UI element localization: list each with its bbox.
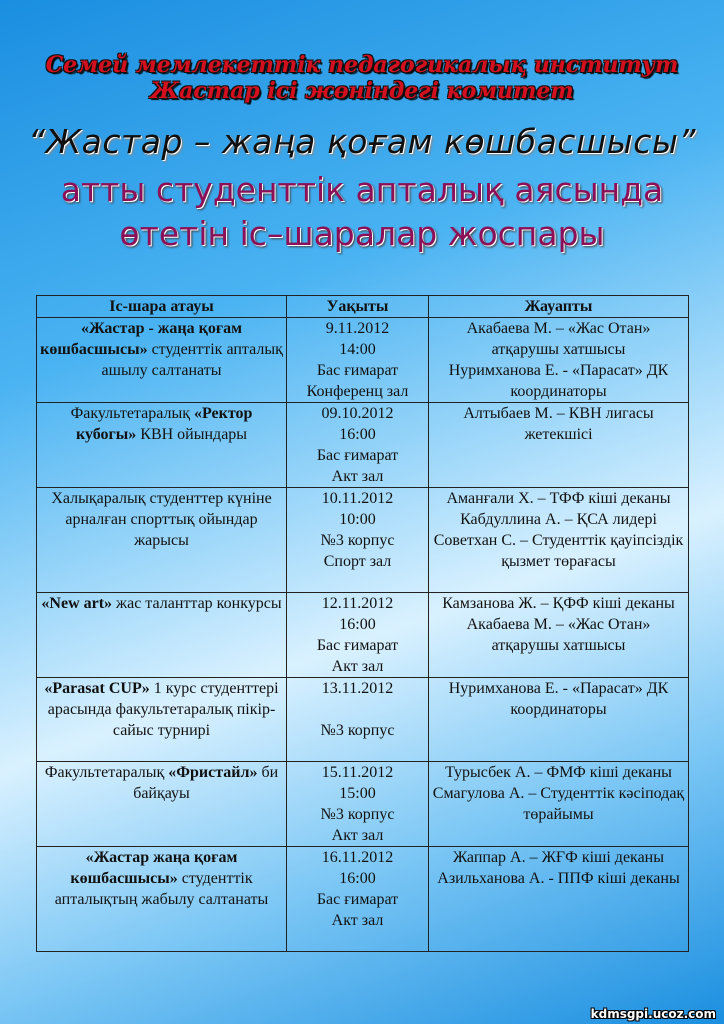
time-line: №3 корпус (320, 806, 395, 823)
event-title: «Ректор кубогы» (75, 405, 253, 443)
header-time: Уақыты (287, 296, 429, 318)
time-cell (287, 847, 429, 952)
responsible-cell (429, 847, 689, 952)
institute-name: Семей мемлекеттік педагогикалық институт (45, 52, 679, 78)
table-row (37, 593, 689, 678)
site-watermark: kdmsgpi.ucoz.com (590, 1007, 716, 1021)
event-text: жас таланттар конкурсы (112, 595, 282, 612)
responsible-person: Акабаева М. – «Жас Отан» атқарушы хатшысы (466, 320, 651, 358)
time-line: Бас ғимарат (316, 447, 399, 464)
time-line: Спорт зал (323, 553, 392, 570)
event-text: Факультетаралық (70, 405, 194, 422)
time-line: 16:00 (339, 616, 376, 633)
table-header-row (37, 296, 689, 318)
event-text: КВН ойындары (136, 426, 248, 443)
event-cell (37, 403, 287, 488)
time-line: Бас ғимарат (316, 891, 399, 908)
responsible-person: Советхан С. – Студенттік қауіпсіздік қызмет төрағасы (433, 532, 684, 570)
event-title: «Parasat CUP» (44, 680, 150, 697)
event-cell (37, 678, 287, 762)
event-cell (37, 847, 287, 952)
events-table (36, 295, 689, 952)
event-cell (37, 762, 287, 847)
time-cell (287, 593, 429, 678)
responsible-person: Жаппар А. – ЖҒФ кіші деканы (452, 849, 664, 866)
responsible-cell (429, 762, 689, 847)
responsible-cell (429, 593, 689, 678)
event-text: би байқауы (133, 764, 279, 802)
subtitle (0, 168, 724, 256)
table-row (37, 847, 689, 952)
time-line: 9.11.2012 (325, 320, 390, 337)
committee-name: Жастар ісі жөніндегі комитет (150, 78, 574, 104)
header-event: Іс-шара атауы (37, 296, 287, 318)
time-line: Акт зал (331, 468, 384, 485)
responsible-person: Камзанова Ж. – ҚФФ кіші деканы (442, 595, 675, 612)
responsible-person: Азильханова А. - ППФ кіші деканы (437, 870, 680, 887)
time-line: №3 корпус (320, 532, 395, 549)
time-line: 16:00 (339, 870, 376, 887)
time-line: Акт зал (331, 912, 384, 929)
event-cell (37, 318, 287, 403)
subtitle-line-1: атты студенттік апталық аясында (60, 170, 664, 209)
responsible-person: Алтыбаев М. – КВН лигасы жетекшісі (463, 405, 654, 443)
subtitle-line-2: өтетін іс–шаралар жоспары (119, 214, 605, 253)
time-line: 13.11.2012 (321, 680, 394, 697)
time-line: Конференц зал (306, 383, 409, 400)
time-line: 10.11.2012 (321, 490, 394, 507)
table-row (37, 678, 689, 762)
event-title: «New art» (41, 595, 113, 612)
event-title: «Жастар - жаңа қоғам көшбасшысы» (40, 320, 242, 358)
table-row (37, 318, 689, 403)
motto-title: “Жастар – жаңа қоғам көшбасшысы” (27, 122, 696, 161)
time-cell (287, 678, 429, 762)
time-line: №3 корпус (320, 722, 395, 739)
responsible-person: Нуримханова Е. - «Парасат» ДК координаторы (448, 362, 669, 400)
time-line: 09.10.2012 (321, 405, 394, 422)
table-row (37, 488, 689, 593)
event-text: Факультетаралық (44, 764, 169, 781)
table-row (37, 762, 689, 847)
time-line: 12.11.2012 (321, 595, 394, 612)
time-line (290, 699, 425, 720)
header-responsible: Жауапты (429, 296, 689, 318)
responsible-cell (429, 678, 689, 762)
time-line: 16.11.2012 (321, 849, 394, 866)
event-text: 1 курс студенттері арасында факультетаралық пікір-сайыс турнирі (47, 680, 279, 739)
event-cell (37, 593, 287, 678)
time-line: Бас ғимарат (316, 362, 399, 379)
event-title: «Фристайл» (168, 764, 258, 781)
time-line: 15.11.2012 (321, 764, 394, 781)
time-cell (287, 403, 429, 488)
table-row (37, 403, 689, 488)
header-institute (0, 52, 724, 104)
time-line: 14:00 (339, 341, 376, 358)
time-line: Акт зал (331, 827, 384, 844)
time-line: Акт зал (331, 658, 384, 675)
responsible-person: Кабдуллина А. – ҚСА лидері (460, 511, 657, 528)
responsible-person: Смагулова А. – Студенттік кәсіподақ төрайымы (432, 785, 685, 823)
responsible-person: Турысбек А. – ФМФ кіші деканы (445, 764, 672, 781)
time-line: 10:00 (339, 511, 376, 528)
responsible-person: Аманғали Х. – ТФФ кіші деканы (446, 490, 671, 507)
event-text: студенттік апталық ашылу салтанаты (101, 341, 283, 379)
responsible-cell (429, 488, 689, 593)
time-cell (287, 762, 429, 847)
time-cell (287, 318, 429, 403)
event-text: студенттік апталықтың жабылу салтанаты (54, 870, 269, 908)
responsible-cell (429, 403, 689, 488)
event-title: «Жастар жаңа қоғам көшбасшысы» (70, 849, 238, 887)
time-cell (287, 488, 429, 593)
event-cell (37, 488, 287, 593)
time-line: 16:00 (339, 426, 376, 443)
responsible-person: Акабаева М. – «Жас Отан» атқарушы хатшысы (466, 616, 651, 654)
time-line: 15:00 (339, 785, 376, 802)
responsible-person: Нуримханова Е. - «Парасат» ДК координаторы (448, 680, 669, 718)
event-text: Халықаралық студенттер күніне арналған спорттық ойындар жарысы (51, 490, 272, 549)
responsible-cell (429, 318, 689, 403)
time-line: Бас ғимарат (316, 637, 399, 654)
